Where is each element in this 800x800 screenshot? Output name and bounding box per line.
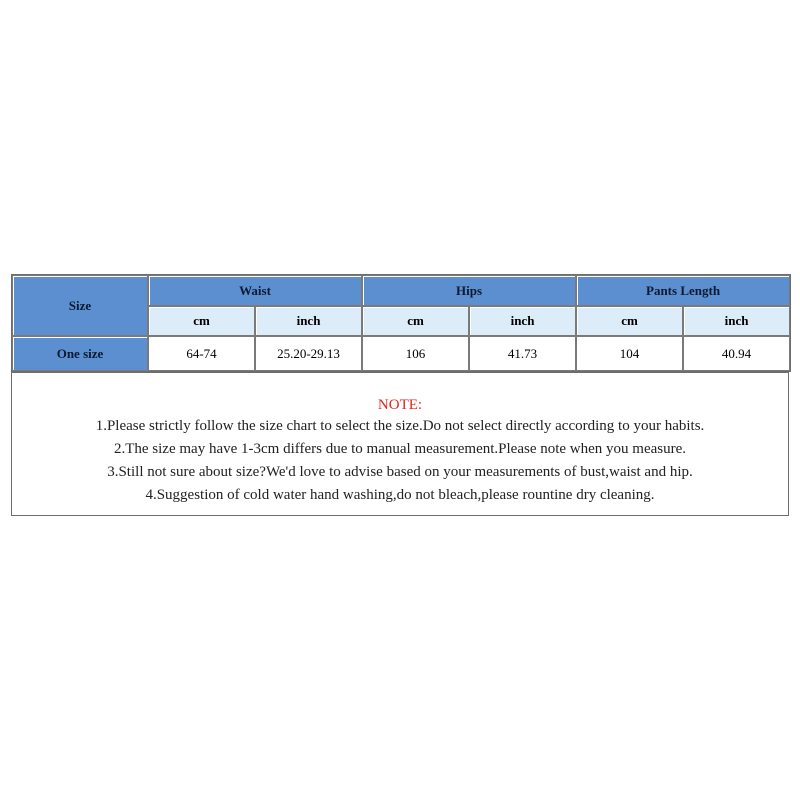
table-cell: 25.20-29.13 [255, 336, 362, 371]
table-cell: 106 [362, 336, 469, 371]
table-cell: 41.73 [469, 336, 576, 371]
table-cell: 104 [576, 336, 683, 371]
unit-cell: cm [576, 306, 683, 336]
size-header: Size [12, 275, 148, 336]
unit-cell: inch [255, 306, 362, 336]
unit-cell: inch [469, 306, 576, 336]
table-row [12, 336, 790, 371]
note-title: NOTE: [377, 397, 423, 413]
note-line: 4.Suggestion of cold water hand washing,do not bleach,please rountine dry cleaning. [145, 487, 655, 503]
note-line: 3.Still not sure about size?We'd love to advise based on your measurements of bust,waist and hip. [107, 464, 693, 480]
unit-cell: inch [683, 306, 790, 336]
table-cell: 40.94 [683, 336, 790, 371]
hips-header: Hips [362, 275, 576, 306]
note-line: 1.Please strictly follow the size chart to select the size.Do not select directly according to your habits. [95, 418, 705, 434]
unit-cell: cm [362, 306, 469, 336]
pants-length-header: Pants Length [576, 275, 790, 306]
row-label: One size [12, 336, 148, 371]
unit-cell: cm [148, 306, 255, 336]
waist-header: Waist [148, 275, 362, 306]
table-header-row [12, 275, 790, 306]
size-chart [11, 274, 789, 516]
table-cell: 64-74 [148, 336, 255, 371]
note-line: 2.The size may have 1-3cm differs due to manual measurement.Please note when you measure. [113, 441, 687, 457]
size-table [11, 274, 791, 372]
notes-box [11, 371, 789, 516]
